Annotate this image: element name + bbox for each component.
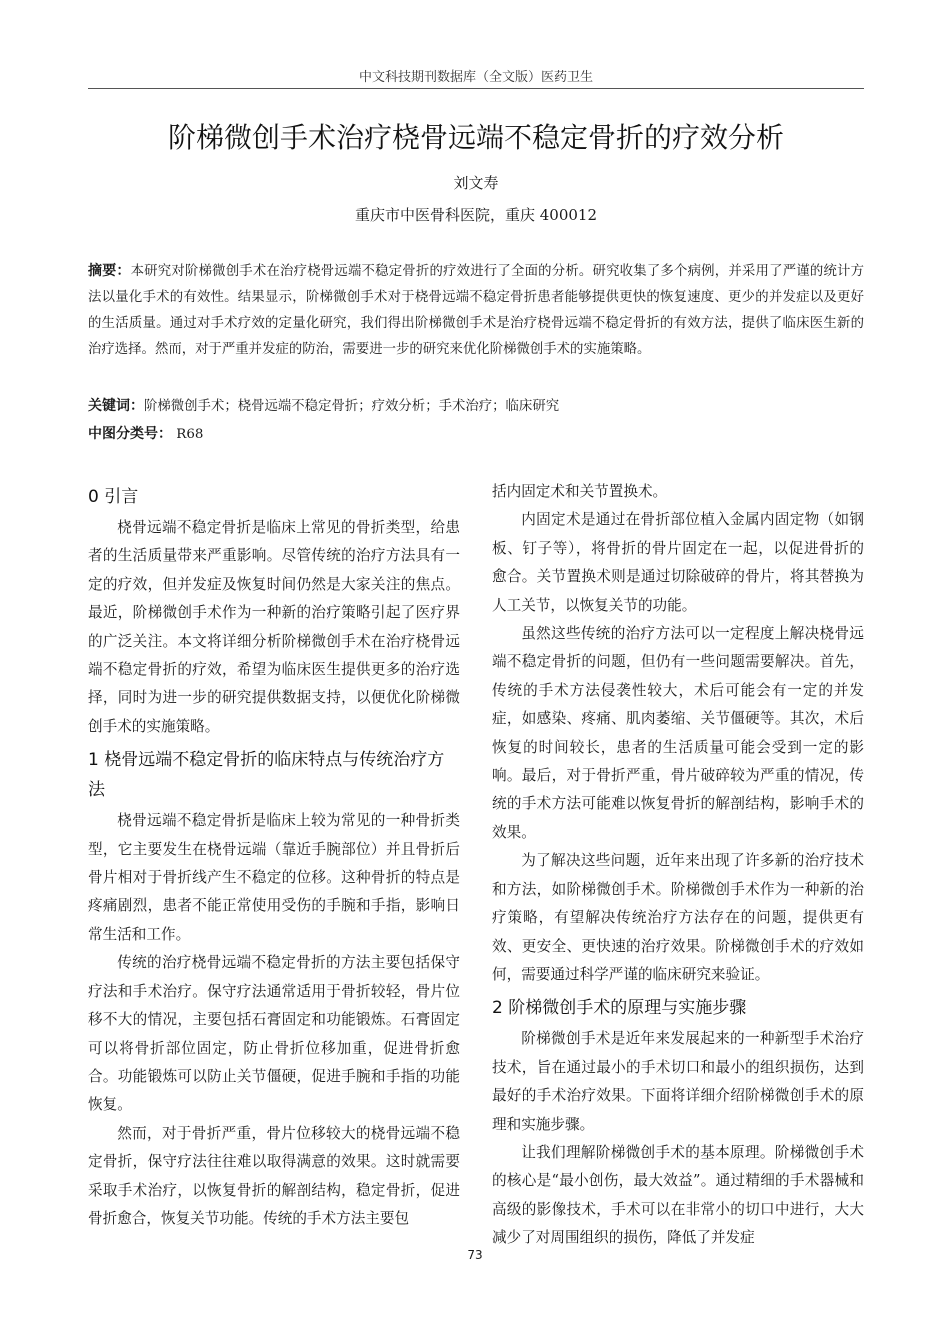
section-heading-intro: 0 引言 [88,487,139,507]
section-heading-principle: 2 阶梯微创手术的原理与实施步骤 [492,998,747,1019]
abstract [88,258,864,363]
page-number: 73 [467,1248,483,1262]
paragraph: 虽然这些传统的治疗方法可以一定程度上解决桡骨远端不稳定骨折的问题，但仍有一些问题需要解决。首先，传统的手术方法侵袭性较大，术后可能会有一定的并发症，如感染、疼痛、肌肉萎缩、关节僵硬等。其次，术后恢复的时间较长，患者的生活质量可能会受到一定的影响。最后，对于骨折严重，骨片破碎较为严重的情况，传统的手术方法可能难以恢复骨折的解剖结构，影响手术的效果。 [492,625,864,841]
author-affiliation: 重庆市中医骨科医院，重庆 400012 [354,206,598,224]
keywords-label: 关键词： [88,398,144,414]
paragraph-continuation: 括内固定术和关节置换术。 [492,483,668,500]
paragraph: 然而，对于骨折严重，骨片位移较大的桡骨远端不稳定骨折，保守疗法往往难以取得满意的效果。这时就需要采取手术治疗，以恢复骨折的解剖结构，稳定骨折，促进骨折愈合，恢复关节功能。传统的手术方法主要包 [88,1124,460,1227]
header-divider [88,88,864,89]
section-heading-clinical: 1 桡骨远端不稳定骨折的临床特点与传统治疗方法 [88,750,445,801]
keywords-text: 阶梯微创手术；桡骨远端不稳定骨折；疗效分析；手术治疗；临床研究 [144,399,560,414]
paragraph: 内固定术是通过在骨折部位植入金属内固定物（如钢板、钉子等），将骨折的骨片固定在一起，以促进骨折的愈合。关节置换术则是通过切除破碎的骨片，将其替换为人工关节，以恢复关节的功能。 [492,511,864,614]
left-column [88,478,460,1233]
classification-value: R68 [176,427,204,442]
classification-number [88,422,864,447]
running-header: 中文科技期刊数据库（全文版）医药卫生 [358,70,593,85]
author-name: 刘文寿 [453,174,499,192]
paragraph: 桡骨远端不稳定骨折是临床上较为常见的一种骨折类型，它主要发生在桡骨远端（靠近手腕部位）并且骨折后骨片相对于骨折线产生不稳定的位移。这种骨折的特点是疼痛剧烈，患者不能正常使用受伤的手腕和手指，影响日常生活和工作。 [88,812,460,943]
paragraph: 桡骨远端不稳定骨折是临床上常见的骨折类型，给患者的生活质量带来严重影响。尽管传统的治疗方法具有一定的疗效，但并发症及恢复时间仍然是大家关注的焦点。最近，阶梯微创手术作为一种新的治疗策略引起了医疗界的广泛关注。本文将详细分析阶梯微创手术在治疗桡骨远端不稳定骨折的疗效，希望为临床医生提供更多的治疗选择，同时为进一步的研究提供数据支持，以便优化阶梯微创手术的实施策略。 [88,519,460,735]
paragraph: 阶梯微创手术是近年来发展起来的一种新型手术治疗技术，旨在通过最小的手术切口和最小的组织损伤，达到最好的手术治疗效果。下面将详细介绍阶梯微创手术的原理和实施步骤。 [492,1030,864,1133]
paragraph: 让我们理解阶梯微创手术的基本原理。阶梯微创手术的核心是“最小创伤，最大效益”。通过精细的手术器械和高级的影像技术，手术可以在非常小的切口中进行，大大减少了对周围组织的损伤，降低了并发症 [492,1143,864,1247]
article-title: 阶梯微创手术治疗桡骨远端不稳定骨折的疗效分析 [167,121,784,154]
paragraph: 为了解决这些问题，近年来出现了许多新的治疗技术和方法，如阶梯微创手术。阶梯微创手术作为一种新的治疗策略，有望解决传统治疗方法存在的问题，提供更有效、更安全、更快速的治疗效果。阶梯微创手术的疗效如何，需要通过科学严谨的临床研究来验证。 [492,852,864,983]
right-column [492,478,864,1253]
classification-label: 中图分类号： [88,426,172,442]
paragraph: 传统的治疗桡骨远端不稳定骨折的方法主要包括保守疗法和手术治疗。保守疗法通常适用于骨折较轻，骨片位移不大的情况，主要包括石膏固定和功能锻炼。石膏固定可以将骨折部位固定，防止骨折位移加重，促进骨折愈合。功能锻炼可以防止关节僵硬，促进手腕和手指的功能恢复。 [88,954,460,1114]
keywords [88,394,864,419]
abstract-label: 摘要： [88,263,131,279]
abstract-text: 本研究对阶梯微创手术在治疗桡骨远端不稳定骨折的疗效进行了全面的分析。研究收集了多个病例，并采用了严谨的统计方法以量化手术的有效性。结果显示，阶梯微创手术对于桡骨远端不稳定骨折患者能够提供更快的恢复速度、更少的并发症以及更好的生活质量。通过对手术疗效的定量化研究，我们得出阶梯微创手术是治疗桡骨远端不稳定骨折的有效方法，提供了临床医生新的治疗选择。然而，对于严重并发症的防治，需要进一步的研究来优化阶梯微创手术的实施策略。 [88,264,865,357]
